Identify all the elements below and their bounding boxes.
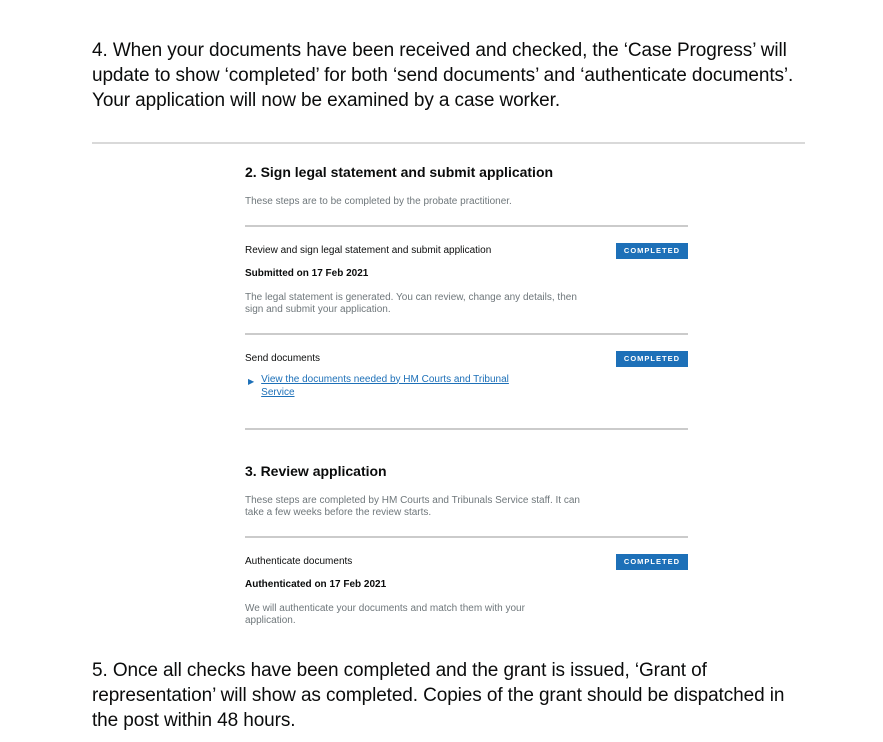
task-rule (245, 536, 688, 538)
task-label: Authenticate documents (245, 555, 353, 567)
details-arrow-icon: ▶ (248, 376, 255, 386)
step-5-instruction: 5. Once all checks have been completed and the grant is issued, ‘Grant of representation’ will show as completed. Copies of the grant should be dispatched in the post within 48 hours. (92, 659, 785, 731)
task-rule (245, 225, 688, 227)
status-badge: COMPLETED (616, 351, 688, 367)
task-description: We will authenticate your documents and match them with your application. (245, 602, 525, 626)
task-rule (245, 428, 688, 430)
task-row-review-and-sign (245, 243, 688, 259)
task-row-authenticate-documents (245, 554, 688, 570)
documents-needed-details (245, 373, 688, 399)
guide-page (92, 0, 805, 733)
task-label: Review and sign legal statement and submit application (245, 244, 492, 256)
step-4-instruction: 4. When your documents have been received and checked, the ‘Case Progress’ will update to show ‘completed’ for both ‘send documents’ and ‘authenticate documents’. Your application will now be examined by a case worker. (92, 40, 794, 111)
status-badge: COMPLETED (616, 554, 688, 570)
section-3-heading: 3. Review application (245, 462, 387, 479)
section-2-helper-text: These steps are to be completed by the probate practitioner. (245, 196, 512, 207)
status-badge: COMPLETED (616, 243, 688, 259)
section-3-helper-text: These steps are completed by HM Courts and Tribunals Service staff. It can take a few weeks before the review starts. (245, 494, 580, 518)
page-divider (92, 142, 805, 144)
task-rule (245, 333, 688, 335)
section-2-heading: 2. Sign legal statement and submit application (245, 164, 554, 180)
authenticated-date: Authenticated on 17 Feb 2021 (245, 578, 387, 590)
task-row-send-documents (245, 351, 688, 367)
case-progress-screenshot (245, 164, 688, 628)
documents-needed-link[interactable]: View the documents needed by HM Courts and Tribunal Service (261, 373, 509, 398)
task-description: The legal statement is generated. You can review, change any details, then sign and submit your application. (245, 291, 577, 315)
task-label: Send documents (245, 352, 321, 364)
submitted-date: Submitted on 17 Feb 2021 (245, 267, 369, 279)
